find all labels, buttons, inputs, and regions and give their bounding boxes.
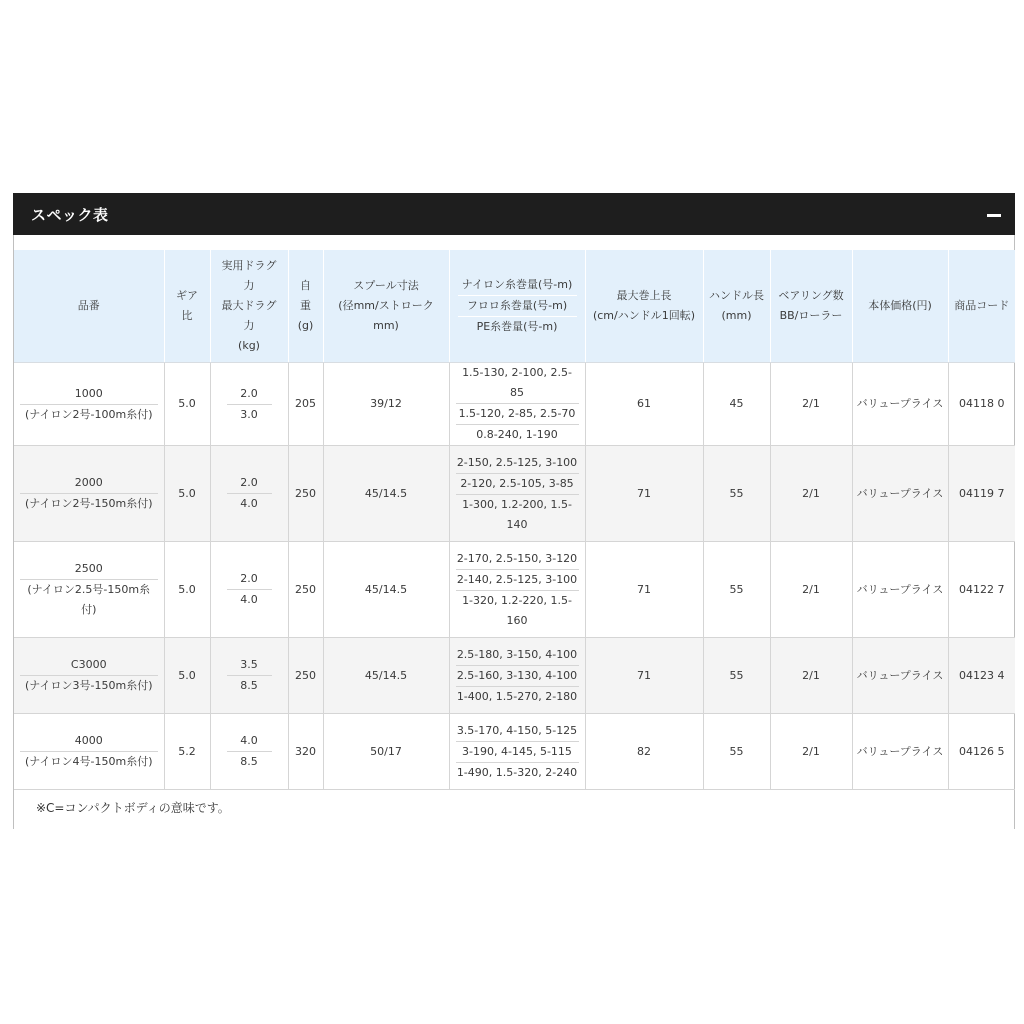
model-cell bbox=[14, 363, 164, 446]
header-line: 自 bbox=[300, 279, 311, 292]
drag-cell bbox=[210, 446, 288, 542]
header-line: (cm/ハンドル1回転) bbox=[592, 309, 696, 322]
bearing-cell-value: 2/1 bbox=[802, 744, 820, 758]
price-cell bbox=[852, 363, 948, 446]
spool-cell-value: 45/14.5 bbox=[364, 486, 408, 500]
line-capacity-cell bbox=[449, 714, 585, 790]
panel-title: スペック表 bbox=[31, 206, 109, 224]
spool-cell-value: 45/14.5 bbox=[364, 668, 408, 682]
line-capacity-cell-value: 3-190, 4-145, 5-115 bbox=[456, 742, 579, 763]
retrieve-cell bbox=[585, 446, 703, 542]
table-header-row bbox=[14, 250, 1015, 363]
line-capacity-cell-value: 3.5-170, 4-150, 5-125 bbox=[456, 721, 579, 742]
line-capacity-cell-value: 1-400, 1.5-270, 2-180 bbox=[456, 689, 578, 703]
bearing-cell-value: 2/1 bbox=[802, 486, 820, 500]
header-line: フロロ糸巻量(号-m) bbox=[458, 296, 577, 317]
product-code-cell bbox=[948, 446, 1015, 542]
spool-cell bbox=[323, 446, 449, 542]
spool-cell-value: 45/14.5 bbox=[364, 582, 408, 596]
weight-cell bbox=[288, 714, 323, 790]
drag-cell bbox=[210, 542, 288, 638]
bearing-cell bbox=[770, 714, 852, 790]
drag-cell-value: 4.0 bbox=[240, 734, 258, 747]
product-code-cell bbox=[948, 363, 1015, 446]
retrieve-cell-value: 71 bbox=[637, 668, 651, 682]
line-capacity-cell-value: 2.5-180, 3-150, 4-100 bbox=[456, 645, 579, 666]
price-cell bbox=[852, 446, 948, 542]
header-gear-ratio bbox=[164, 250, 210, 363]
product-code-cell bbox=[948, 542, 1015, 638]
header-line: 商品コード bbox=[954, 299, 1010, 312]
header-line: 力 bbox=[243, 319, 255, 332]
header-line: 最大巻上長 bbox=[616, 289, 672, 302]
panel-header bbox=[13, 193, 1015, 235]
header-model bbox=[14, 250, 164, 363]
price-cell bbox=[852, 638, 948, 714]
bearing-cell bbox=[770, 363, 852, 446]
model-cell-value: (ナイロン2号-150m糸付) bbox=[20, 493, 158, 514]
header-line: ハンドル長 bbox=[709, 289, 764, 302]
table-row bbox=[14, 714, 1015, 790]
model-cell-value: C3000 bbox=[70, 658, 107, 671]
spool-cell-value: 39/12 bbox=[370, 397, 402, 410]
spec-table bbox=[14, 250, 1015, 790]
handle-length-cell-value: 55 bbox=[729, 582, 744, 596]
line-capacity-cell-value: 2-150, 2.5-125, 3-100 bbox=[456, 453, 579, 474]
weight-cell-value: 205 bbox=[295, 397, 316, 410]
table-row bbox=[14, 638, 1015, 714]
drag-cell-value: 8.5 bbox=[227, 751, 272, 772]
table-row bbox=[14, 542, 1015, 638]
weight-cell-value: 250 bbox=[295, 582, 316, 596]
product-code-cell bbox=[948, 714, 1015, 790]
line-capacity-cell bbox=[449, 542, 585, 638]
header-spool bbox=[323, 250, 449, 363]
footnote: ※C=コンパクトボディの意味です。 bbox=[36, 801, 230, 815]
retrieve-cell bbox=[585, 714, 703, 790]
collapse-button[interactable] bbox=[985, 207, 1005, 221]
line-capacity-cell bbox=[449, 638, 585, 714]
retrieve-cell-value: 82 bbox=[637, 744, 651, 758]
table-row bbox=[14, 446, 1015, 542]
line-capacity-cell-value: 1-320, 1.2-220, 1.5-160 bbox=[462, 593, 572, 627]
model-cell-value: 4000 bbox=[74, 734, 103, 747]
drag-cell-value: 2.0 bbox=[240, 386, 258, 400]
bearing-cell-value: 2/1 bbox=[802, 397, 820, 410]
weight-cell bbox=[288, 638, 323, 714]
line-capacity-cell bbox=[449, 363, 585, 446]
model-cell bbox=[14, 446, 164, 542]
handle-length-cell-value: 55 bbox=[729, 486, 744, 500]
spool-cell-value: 50/17 bbox=[370, 744, 402, 758]
line-capacity-cell-value: 1-300, 1.2-200, 1.5-140 bbox=[462, 497, 572, 531]
header-bearings bbox=[770, 250, 852, 363]
price-cell bbox=[852, 714, 948, 790]
gear-ratio-cell bbox=[164, 714, 210, 790]
bearing-cell-value: 2/1 bbox=[802, 668, 820, 682]
retrieve-cell bbox=[585, 363, 703, 446]
bearing-cell-value: 2/1 bbox=[802, 582, 820, 596]
product-code-cell-value: 04123 4 bbox=[959, 668, 1005, 682]
retrieve-cell-value: 71 bbox=[637, 582, 651, 596]
model-cell-value: 2000 bbox=[74, 476, 103, 489]
weight-cell bbox=[288, 446, 323, 542]
bearing-cell bbox=[770, 542, 852, 638]
header-line: 重 bbox=[300, 299, 311, 312]
bearing-cell bbox=[770, 638, 852, 714]
line-capacity-cell-value: 1-490, 1.5-320, 2-240 bbox=[456, 765, 578, 779]
gear-ratio-cell-value: 5.0 bbox=[178, 486, 196, 500]
retrieve-cell bbox=[585, 542, 703, 638]
product-code-cell-value: 04118 0 bbox=[959, 397, 1005, 410]
drag-cell bbox=[210, 363, 288, 446]
header-weight bbox=[288, 250, 323, 363]
model-cell bbox=[14, 714, 164, 790]
model-cell-value: 2500 bbox=[74, 562, 103, 575]
line-capacity-cell-value: 1.5-120, 2-85, 2.5-70 bbox=[456, 404, 579, 425]
header-line: 比 bbox=[181, 309, 193, 322]
weight-cell-value: 320 bbox=[295, 744, 316, 758]
drag-cell-value: 8.5 bbox=[227, 675, 272, 696]
retrieve-cell bbox=[585, 638, 703, 714]
drag-cell-value: 2.0 bbox=[240, 476, 258, 489]
gear-ratio-cell bbox=[164, 446, 210, 542]
drag-cell-value: 3.0 bbox=[227, 404, 272, 425]
header-line: スプール寸法 bbox=[353, 279, 419, 292]
line-capacity-cell-value: 2.5-160, 3-130, 4-100 bbox=[456, 666, 579, 687]
line-capacity-cell-value: 2-120, 2.5-105, 3-85 bbox=[456, 474, 579, 495]
price-cell-value: バリュープライス bbox=[856, 486, 944, 500]
table-row bbox=[14, 363, 1015, 446]
weight-cell-value: 250 bbox=[295, 486, 316, 500]
drag-cell bbox=[210, 638, 288, 714]
price-cell bbox=[852, 542, 948, 638]
model-cell-value: (ナイロン2号-100m糸付) bbox=[20, 404, 158, 425]
gear-ratio-cell-value: 5.0 bbox=[178, 397, 196, 410]
header-line: (mm) bbox=[721, 309, 752, 322]
gear-ratio-cell-value: 5.2 bbox=[178, 744, 196, 758]
model-cell bbox=[14, 542, 164, 638]
gear-ratio-cell bbox=[164, 638, 210, 714]
drag-cell-value: 4.0 bbox=[227, 589, 272, 610]
header-line: (径mm/ストローク bbox=[338, 299, 434, 312]
drag-cell-value: 2.0 bbox=[240, 572, 258, 585]
spool-cell bbox=[323, 542, 449, 638]
header-handle-length bbox=[703, 250, 770, 363]
price-cell-value: バリュープライス bbox=[856, 744, 944, 758]
gear-ratio-cell bbox=[164, 363, 210, 446]
handle-length-cell bbox=[703, 446, 770, 542]
drag-cell-value: 4.0 bbox=[227, 493, 272, 514]
retrieve-cell-value: 61 bbox=[637, 397, 651, 410]
spec-panel bbox=[13, 193, 1015, 829]
drag-cell bbox=[210, 714, 288, 790]
model-cell-value: (ナイロン2.5号-150m糸付) bbox=[20, 579, 158, 620]
header-line: 本体価格(円) bbox=[868, 299, 932, 312]
header-line: ギア bbox=[176, 289, 198, 302]
header-line: ベアリング数 bbox=[778, 289, 844, 302]
header-line: 最大ドラグ bbox=[221, 299, 277, 312]
handle-length-cell bbox=[703, 542, 770, 638]
model-cell-value: (ナイロン4号-150m糸付) bbox=[20, 751, 158, 772]
weight-cell bbox=[288, 542, 323, 638]
header-line-capacity bbox=[449, 250, 585, 363]
model-cell bbox=[14, 638, 164, 714]
header-product-code bbox=[948, 250, 1015, 363]
spool-cell bbox=[323, 638, 449, 714]
line-capacity-cell bbox=[449, 446, 585, 542]
handle-length-cell bbox=[703, 363, 770, 446]
bearing-cell bbox=[770, 446, 852, 542]
product-code-cell-value: 04126 5 bbox=[959, 744, 1005, 758]
header-line: 力 bbox=[243, 279, 255, 292]
header-retrieve bbox=[585, 250, 703, 363]
header-line: (kg) bbox=[238, 339, 260, 352]
price-cell-value: バリュープライス bbox=[856, 582, 944, 596]
weight-cell-value: 250 bbox=[295, 668, 316, 682]
handle-length-cell-value: 55 bbox=[729, 668, 744, 682]
header-line: (g) bbox=[297, 319, 314, 332]
minus-icon bbox=[987, 214, 1001, 217]
weight-cell bbox=[288, 363, 323, 446]
header-line: mm) bbox=[373, 319, 399, 332]
model-cell-value: 1000 bbox=[74, 386, 103, 400]
handle-length-cell-value: 45 bbox=[729, 397, 744, 410]
spool-cell bbox=[323, 363, 449, 446]
gear-ratio-cell-value: 5.0 bbox=[178, 668, 196, 682]
header-line: 実用ドラグ bbox=[221, 259, 277, 272]
price-cell-value: バリュープライス bbox=[856, 668, 944, 682]
line-capacity-cell-value: 0.8-240, 1-190 bbox=[476, 428, 558, 441]
drag-cell-value: 3.5 bbox=[240, 658, 258, 671]
retrieve-cell-value: 71 bbox=[637, 486, 651, 500]
line-capacity-cell-value: 2-140, 2.5-125, 3-100 bbox=[456, 570, 579, 591]
line-capacity-cell-value: 1.5-130, 2-100, 2.5-85 bbox=[456, 363, 579, 404]
price-cell-value: バリュープライス bbox=[856, 397, 944, 410]
header-drag bbox=[210, 250, 288, 363]
header-price bbox=[852, 250, 948, 363]
product-code-cell-value: 04119 7 bbox=[959, 486, 1005, 500]
header-line: PE糸巻量(号-m) bbox=[476, 320, 558, 333]
product-code-cell bbox=[948, 638, 1015, 714]
gear-ratio-cell-value: 5.0 bbox=[178, 582, 196, 596]
line-capacity-cell-value: 2-170, 2.5-150, 3-120 bbox=[456, 549, 579, 570]
spool-cell bbox=[323, 714, 449, 790]
header-line: BB/ローラー bbox=[779, 309, 843, 322]
product-code-cell-value: 04122 7 bbox=[959, 582, 1005, 596]
gear-ratio-cell bbox=[164, 542, 210, 638]
model-cell-value: (ナイロン3号-150m糸付) bbox=[20, 675, 158, 696]
header-line: 品番 bbox=[77, 299, 100, 312]
header-line: ナイロン糸巻量(号-m) bbox=[458, 275, 577, 296]
handle-length-cell bbox=[703, 714, 770, 790]
handle-length-cell-value: 55 bbox=[729, 744, 744, 758]
handle-length-cell bbox=[703, 638, 770, 714]
